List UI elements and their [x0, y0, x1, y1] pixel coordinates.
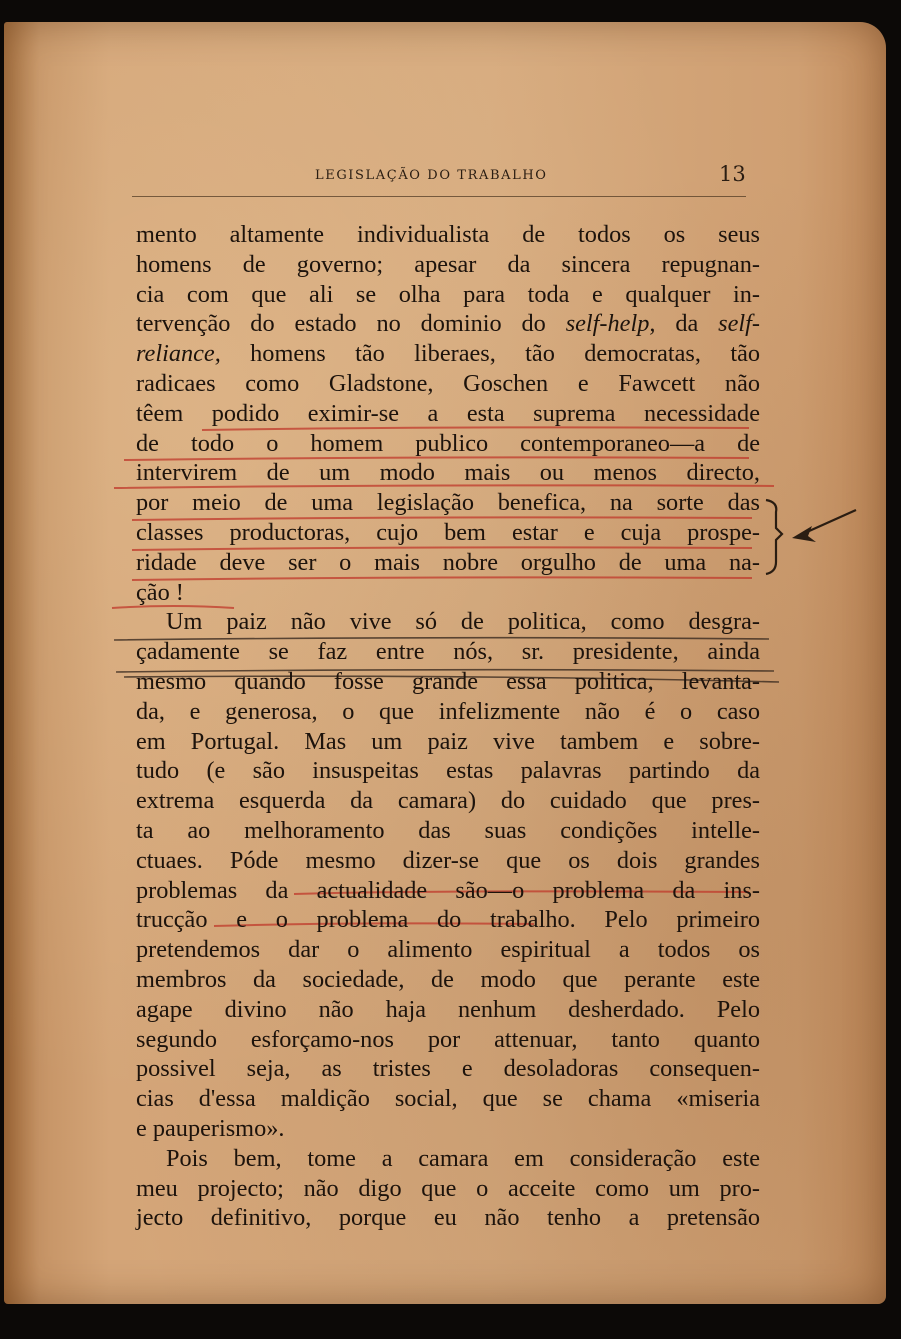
italic-term: reliance,	[136, 340, 221, 368]
text-line: agape divino não haja nenhum desherdado. Pelo	[136, 995, 760, 1023]
body-text	[136, 220, 760, 1233]
text-line: extrema esquerda da camara) do cuidado que pres-	[136, 787, 760, 815]
text-line: Um paiz não vive só de politica, como desgra-	[166, 608, 760, 636]
text-line	[136, 309, 760, 339]
text-line: mento altamente individualista de todos os seus	[136, 221, 760, 248]
text-line: meu projecto; não digo que o acceite como um pro-	[136, 1174, 760, 1202]
text-line: radicaes como Gladstone, Goschen e Fawcett não	[136, 369, 760, 397]
running-head: LEGISLAÇÃO DO TRABALHO	[315, 168, 548, 183]
text-line: ção !	[136, 578, 184, 606]
text-line: têem podido eximir-se a esta suprema necessidade	[136, 399, 760, 427]
text-line	[136, 339, 760, 369]
text-line: classes productoras, cujo bem estar e cuja prospe-	[136, 518, 760, 546]
text-line: problemas da actualidade são—o problema da ins-	[136, 876, 760, 904]
text-line: homens de governo; apesar da sincera repugnan-	[136, 250, 760, 278]
text-line: possivel seja, as tristes e desoladoras consequen-	[136, 1055, 760, 1083]
text-run: tervenção do estado no dominio do	[136, 310, 566, 338]
text-line: Pois bem, tome a camara em consideração este	[166, 1144, 760, 1172]
text-line: em Portugal. Mas um paiz vive tambem e sobre-	[136, 727, 760, 755]
text-run: homens tão liberaes, tão democratas, tão	[220, 340, 760, 368]
header-rule	[132, 196, 746, 197]
text-line: intervirem de um modo mais ou menos directo,	[136, 459, 760, 487]
text-run: da	[655, 310, 719, 338]
text-line: tudo (e são insuspeitas estas palavras partindo da	[136, 757, 760, 785]
text-line: çadamente se faz entre nós, sr. presidente, ainda	[136, 638, 760, 666]
text-line: ridade deve ser o mais nobre orgulho de uma na-	[136, 548, 760, 576]
italic-term: self-	[718, 310, 760, 338]
text-line: membros da sociedade, de modo que perante este	[136, 965, 760, 993]
text-line: cias d'essa maldição social, que se chama «miseria	[136, 1085, 760, 1113]
italic-term: self-help,	[565, 310, 656, 338]
text-line: por meio de uma legislação benefica, na sorte das	[136, 489, 760, 517]
page-number: 13	[719, 162, 746, 186]
page-header	[4, 142, 886, 186]
margin-arrow-icon	[756, 492, 876, 582]
text-line: pretendemos dar o alimento espiritual a todos os	[136, 936, 760, 964]
text-line: mesmo quando fosse grande essa politica, levanta-	[136, 667, 760, 695]
text-line: ta ao melhoramento das suas condições intelle-	[136, 816, 760, 844]
text-line: segundo esforçamo-nos por attenuar, tanto quanto	[136, 1025, 760, 1053]
text-line: jecto definitivo, porque eu não tenho a pretensão	[136, 1204, 760, 1232]
text-line: ctuaes. Póde mesmo dizer-se que os dois grandes	[136, 846, 760, 874]
text-line: e pauperismo».	[136, 1114, 285, 1142]
text-line: de todo o homem publico contemporaneo—a de	[136, 429, 760, 457]
text-line: da, e generosa, o que infelizmente não é o caso	[136, 697, 760, 725]
text-line: trucção e o problema do trabalho. Pelo primeiro	[136, 906, 760, 934]
book-page	[4, 22, 886, 1304]
text-line: cia com que ali se olha para toda e qualquer in-	[136, 280, 760, 308]
